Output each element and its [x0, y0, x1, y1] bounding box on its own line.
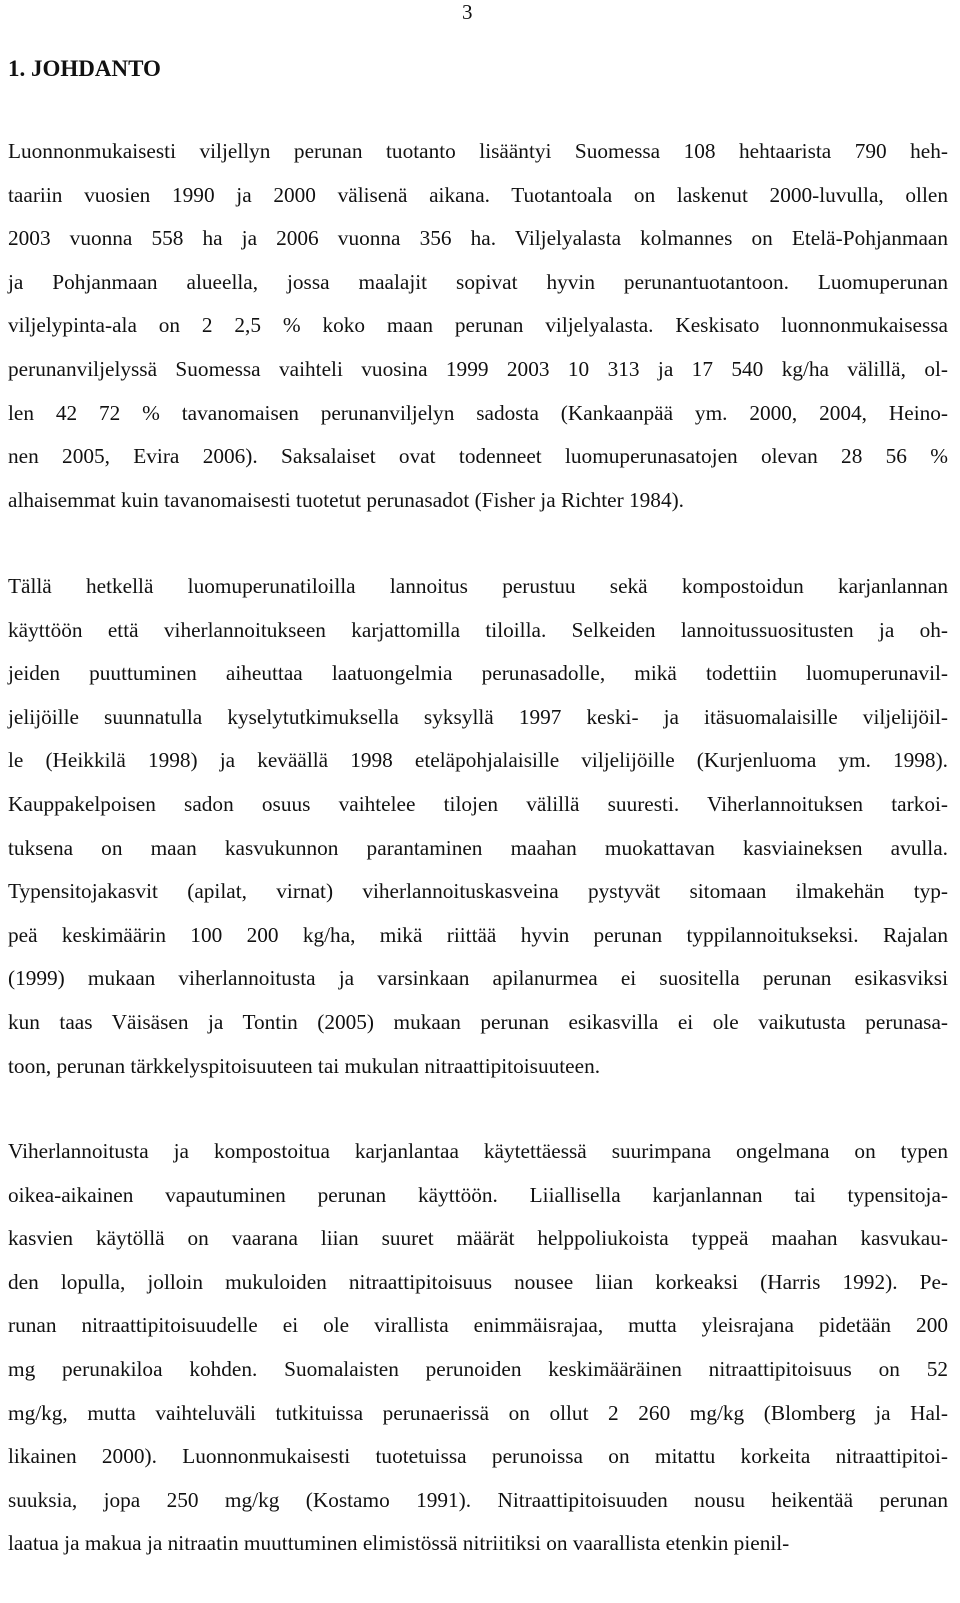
text-line: viljelypinta-ala on 2 2,5 % koko maan perunan viljelyalasta. Keskisato luonnonmukaisessa	[8, 313, 948, 338]
paragraph	[8, 572, 948, 1095]
text-line: ja Pohjanmaan alueella, jossa maalajit sopivat hyvin perunantuotantoon. Luomuperunan	[8, 269, 948, 294]
text-line: Typensitojakasvit (apilat, virnat) viherlannoituskasveina pystyvät sitomaan ilmakehän typ-	[8, 879, 948, 904]
text-line: le (Heikkilä 1998) ja keväällä 1998 eteläpohjalaisille viljelijöille (Kurjenluoma ym. 1998).	[8, 748, 948, 773]
text-line: runan nitraattipitoisuudelle ei ole virallista enimmäisrajaa, mutta yleisrajana pidetään 200	[8, 1313, 948, 1338]
text-line: perunanviljelyssä Suomessa vaihteli vuosina 1999 2003 10 313 ja 17 540 kg/ha välillä, ol-	[8, 356, 948, 381]
text-line: peä keskimäärin 100 200 kg/ha, mikä riittää hyvin perunan typpilannoitukseksi. Rajalan	[8, 922, 948, 947]
text-line: toon, perunan tärkkelyspitoisuuteen tai mukulan nitraattipitoisuuteen.	[8, 1053, 601, 1078]
text-line: käyttöön että viherlannoitukseen karjattomilla tiloilla. Selkeiden lannoitussuositusten ja oh-	[8, 617, 948, 642]
text-line: kun taas Väisäsen ja Tontin (2005) mukaan perunan esikasvilla ei ole vaikutusta perunasa-	[8, 1009, 948, 1034]
text-line: jeiden puuttuminen aiheuttaa laatuongelmia perunasadolle, mikä todettiin luomuperunavil-	[8, 661, 948, 686]
text-line: Viherlannoitusta ja kompostoitua karjanlantaa käytettäessä suurimpana ongelmana on typen	[8, 1139, 948, 1163]
text-line: mg/kg, mutta vaihteluväli tutkituissa perunaerissä on ollut 2 260 mg/kg (Blomberg ja Hal-	[8, 1400, 948, 1425]
text-line: kasvien käytöllä on vaarana liian suuret määrät helppoliukoista typpeä maahan kasvukau-	[8, 1226, 948, 1251]
text-line: 2003 vuonna 558 ha ja 2006 vuonna 356 ha. Viljelyalasta kolmannes on Etelä-Pohjanmaan	[8, 226, 948, 251]
text-line: (1999) mukaan viherlannoitusta ja varsinkaan apilanurmea ei suositella perunan esikasviksi	[8, 966, 948, 991]
paragraph	[8, 137, 948, 529]
text-line: Kauppakelpoisen sadon osuus vaihtelee tilojen välillä suuresti. Viherlannoituksen tarkoi-	[8, 791, 948, 816]
text-line: taariin vuosien 1990 ja 2000 välisenä aikana. Tuotantoala on laskenut 2000-luvulla, ollen	[8, 182, 948, 207]
text-line: len 42 72 % tavanomaisen perunanviljelyn sadosta (Kankaanpää ym. 2000, 2004, Heino-	[8, 400, 948, 425]
text-line: jelijöille suunnatulla kyselytutkimuksella syksyllä 1997 keski- ja itäsuomalaisille viljelijöil-	[8, 704, 948, 729]
text-line: laatua ja makua ja nitraatin muuttuminen elimistössä nitriitiksi on vaarallista etenkin pienil-	[8, 1531, 790, 1556]
text-line: Tällä hetkellä luomuperunatiloilla lannoitus perustuu sekä kompostoidun karjanlannan	[8, 574, 948, 598]
text-line: likainen 2000). Luonnonmukaisesti tuotetuissa perunoissa on mitattu korkeita nitraattipitoi-	[8, 1444, 948, 1469]
text-line: nen 2005, Evira 2006). Saksalaiset ovat todenneet luomuperunasatojen olevan 28 56 %	[8, 444, 948, 469]
section-heading: 1. JOHDANTO	[8, 56, 161, 81]
text-line: tuksena on maan kasvukunnon parantaminen maahan muokattavan kasviaineksen avulla.	[8, 835, 948, 860]
text-line: suuksia, jopa 250 mg/kg (Kostamo 1991). Nitraattipitoisuuden nousu heikentää perunan	[8, 1487, 948, 1512]
page-number: 3	[462, 0, 473, 24]
text-line: alhaisemmat kuin tavanomaisesti tuotetut perunasadot (Fisher ja Richter 1984).	[8, 487, 685, 512]
text-line: oikea-aikainen vapautuminen perunan käyttöön. Liiallisella karjanlannan tai typensitoja-	[8, 1182, 948, 1207]
text-line: den lopulla, jolloin mukuloiden nitraattipitoisuus nousee liian korkeaksi (Harris 1992). Pe-	[8, 1269, 948, 1294]
text-line: mg perunakiloa kohden. Suomalaisten perunoiden keskimääräinen nitraattipitoisuus on 52	[8, 1356, 948, 1381]
paragraph	[8, 1137, 948, 1573]
text-line: Luonnonmukaisesti viljellyn perunan tuotanto lisääntyi Suomessa 108 hehtaarista 790 heh-	[8, 139, 948, 163]
